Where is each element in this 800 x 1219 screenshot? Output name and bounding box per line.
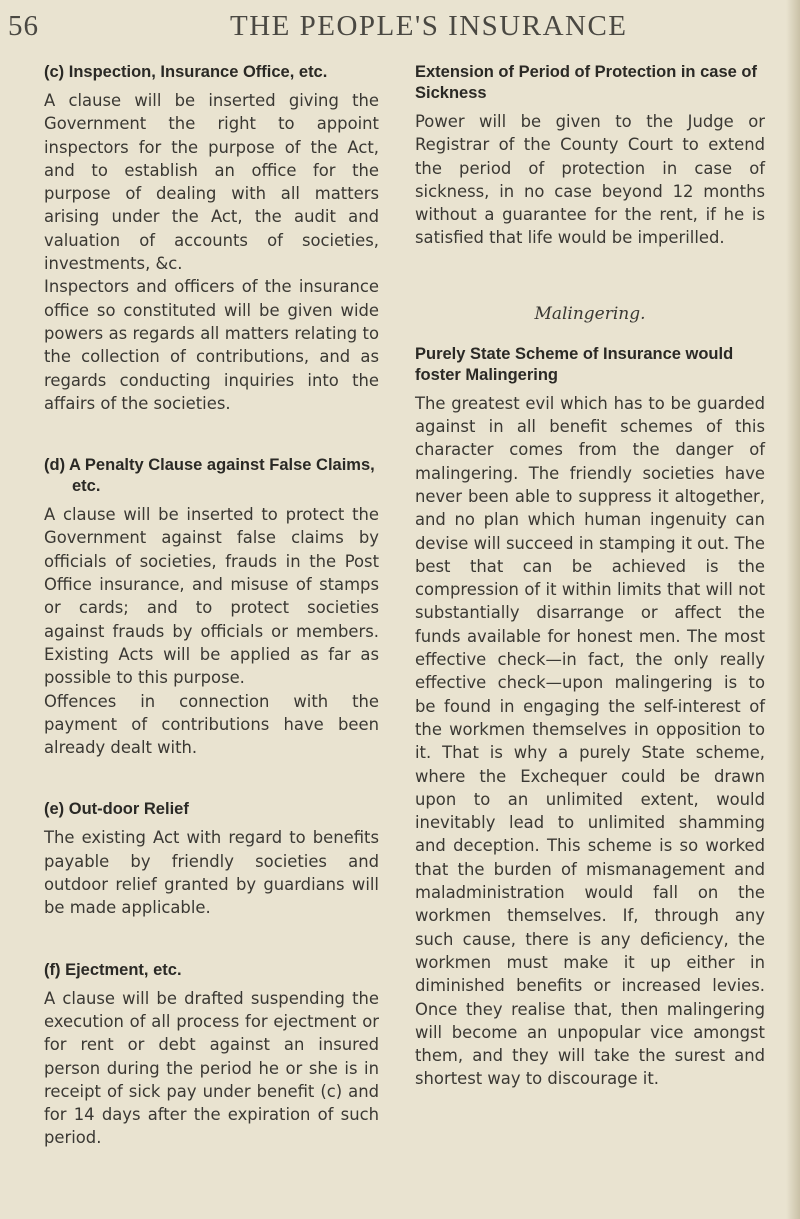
page-edge-shadow bbox=[786, 0, 800, 1219]
section-e-paragraph-1: The existing Act with regard to benefits payable by friendly societies and outdoor relief granted by guardians will be made applicable. bbox=[44, 828, 379, 918]
extension-paragraph: Power will be given to the Judge or Registrar of the County Court to extend the period of protection in case of sickness, in no case beyond 12 months without a guarantee for the rent, if he is satisfied that life would be imperilled. bbox=[415, 112, 765, 248]
malingering-section-title: Malingering. bbox=[534, 303, 646, 324]
section-c-heading: (c) Inspection, Insurance Office, etc. bbox=[44, 63, 328, 81]
section-c-paragraph-1: A clause will be inserted giving the Government the right to appoint inspectors for the purpose of the Act, and to establish an office for the purpose of dealing with all matters arising under the Act, the audit and valuation of accounts of societies, investments, &c. bbox=[44, 91, 379, 274]
right-column bbox=[415, 62, 765, 1091]
left-column bbox=[44, 62, 379, 1150]
malingering-heading: Purely State Scheme of Insurance would foster Malingering bbox=[415, 344, 734, 384]
extension-heading: Extension of Period of Protection in case of Sickness bbox=[415, 63, 757, 102]
section-c-paragraph-2: Inspectors and officers of the insurance office so constituted will be given wide powers as regards all matters relating to the collection of contributions, and as regards conducting inquiries into the affairs of the societies. bbox=[44, 277, 379, 413]
page-header bbox=[0, 4, 800, 48]
section-f-heading: (f) Ejectment, etc. bbox=[44, 960, 182, 979]
section-e-heading: (e) Out-door Relief bbox=[44, 800, 189, 819]
section-f-paragraph-1: A clause will be drafted suspending the execution of all process for ejectment or for rent or debt against an insured person during the period he or she is in receipt of sick pay under benefit (c) and for 14 days after the expiration of such period. bbox=[44, 988, 379, 1148]
section-d-paragraph-1: A clause will be inserted to protect the Government against false claims by officials of societies, frauds in the Post Office insurance, and misuse of stamps or cards; and to protect societies against frauds by officials or members. Existing Acts will be applied as far as possible to this purpose. bbox=[44, 505, 379, 688]
page-number: 56 bbox=[8, 10, 39, 42]
running-title: THE PEOPLE'S INSURANCE bbox=[230, 10, 628, 42]
section-d-paragraph-2: Offences in connection with the payment of contributions have been already dealt with. bbox=[44, 691, 379, 758]
section-d-heading: (d) A Penalty Clause against False Claims, etc. bbox=[44, 456, 375, 496]
malingering-paragraph: The greatest evil which has to be guarded against in all benefit schemes of this character comes from the danger of malingering. The friendly societies have never been able to suppress it altogether, and no plan which human ingenuity can devise will succeed in stamping it out. The best that can be achieved is the compression of it within limits that will not substantially disarrange or affect the funds available for honest men. The most effective check—in fact, the only really effective check—upon malingering is to be found in engaging the self-interest of the workmen themselves in opposition to it. That is why a purely State scheme, where the Exchequer could be drawn upon to an unlimited extent, would inevitably lead to unlimited shamming and deception. This scheme is so worked that the burden of mismanagement and maladministration would fall on the workmen themselves. If, through any such cause, there is any deficiency, the workmen must make it up either in diminished benefits or increased levies. Once they realise that, then malingering will become an unpopular vice amongst them, and they will take the surest and shortest way to discourage it. bbox=[415, 393, 765, 1089]
